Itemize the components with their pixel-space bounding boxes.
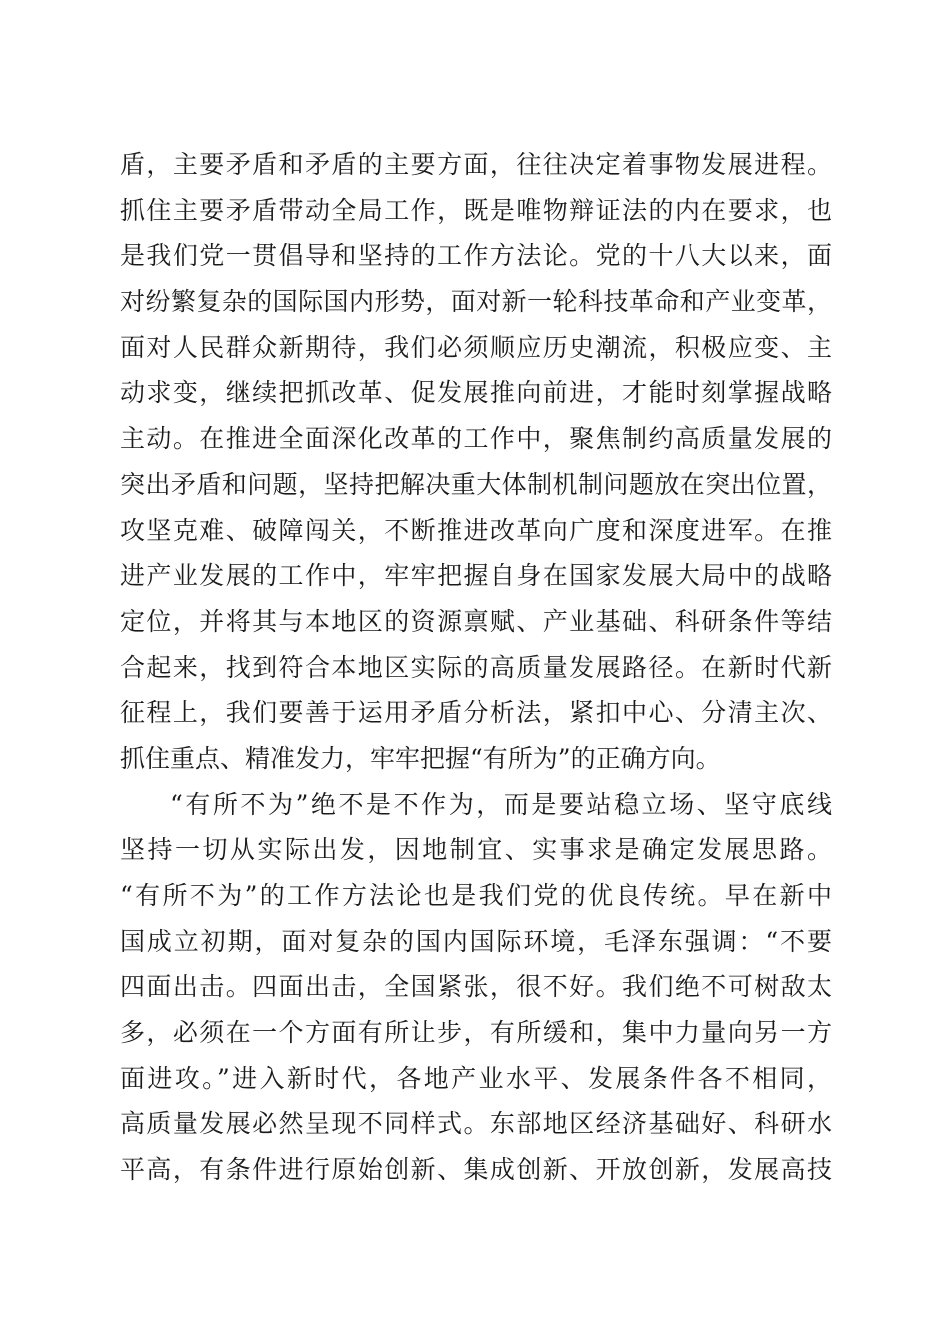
text-line: 征程上，我们要善于运用矛盾分析法，紧扣中心、分清主次、	[120, 698, 832, 728]
text-line: 高质量发展必然呈现不同样式。东部地区经济基础好、科研水	[120, 1109, 832, 1139]
text-line: 攻坚克难、破障闯关，不断推进改革向广度和深度进军。在推	[120, 515, 832, 545]
text-line: 是我们党一贯倡导和坚持的工作方法论。党的十八大以来，面	[120, 241, 832, 271]
text-line: 进产业发展的工作中，牢牢把握自身在国家发展大局中的战略	[120, 561, 832, 591]
paragraph-start-line: “有所不为”绝不是不作为，而是要站稳立场、坚守底线	[170, 789, 832, 819]
text-line: 对纷繁复杂的国际国内形势，面对新一轮科技革命和产业变革，	[120, 287, 832, 317]
text-line: 平高，有条件进行原始创新、集成创新、开放创新，发展高技	[120, 1155, 832, 1185]
text-line: 合起来，找到符合本地区实际的高质量发展路径。在新时代新	[120, 652, 832, 682]
text-line: 坚持一切从实际出发，因地制宜、实事求是确定发展思路。	[120, 835, 832, 865]
document-page	[120, 142, 832, 1193]
text-line: 面进攻。”进入新时代，各地产业水平、发展条件各不相同，	[120, 1063, 832, 1093]
text-line: 抓住主要矛盾带动全局工作，既是唯物辩证法的内在要求，也	[120, 195, 832, 225]
text-line: 主动。在推进全面深化改革的工作中，聚焦制约高质量发展的	[120, 424, 832, 454]
text-line: “有所不为”的工作方法论也是我们党的优良传统。早在新中	[120, 881, 832, 910]
text-line: 突出矛盾和问题，坚持把解决重大体制机制问题放在突出位置，	[120, 469, 832, 499]
text-line: 面对人民群众新期待，我们必须顺应历史潮流，积极应变、主	[120, 332, 832, 362]
text-line: 四面出击。四面出击，全国紧张，很不好。我们绝不可树敌太	[120, 972, 832, 1002]
text-line: 多，必须在一个方面有所让步，有所缓和，集中力量向另一方	[120, 1018, 832, 1048]
paragraph-end-line: 抓住重点、精准发力，牢牢把握“有所为”的正确方向。	[120, 743, 721, 773]
text-line: 盾，主要矛盾和矛盾的主要方面，往往决定着事物发展进程。	[120, 150, 832, 179]
text-line: 定位，并将其与本地区的资源禀赋、产业基础、科研条件等结	[120, 606, 832, 636]
text-line: 动求变，继续把抓改革、促发展推向前进，才能时刻掌握战略	[120, 378, 832, 408]
text-line: 国成立初期，面对复杂的国内国际环境，毛泽东强调：“不要	[120, 926, 832, 956]
